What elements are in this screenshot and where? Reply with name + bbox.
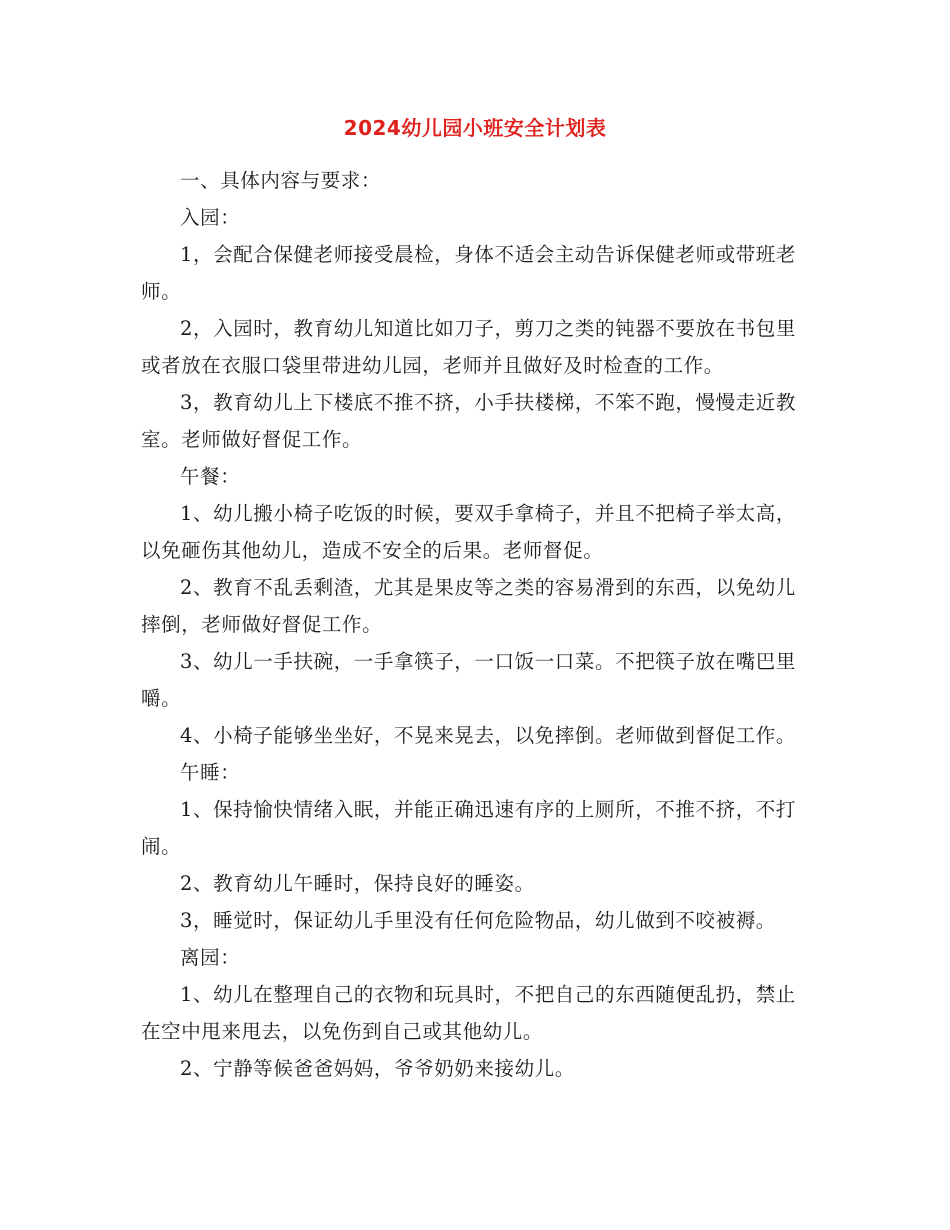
paragraph: 1、保持愉快情绪入眠，并能正确迅速有序的上厕所，不推不挤，不打闹。 bbox=[141, 798, 797, 858]
paragraph: 3，教育幼儿上下楼底不推不挤，小手扶楼梯，不笨不跑，慢慢走近教室。老师做好督促工作。 bbox=[141, 391, 797, 451]
section-heading-departure: 离园： bbox=[180, 946, 241, 969]
paragraph: 4、小椅子能够坐坐好，不晃来晃去，以免摔倒。老师做到督促工作。 bbox=[180, 724, 797, 747]
paragraph: 一、具体内容与要求： bbox=[180, 169, 382, 192]
section-heading-nap: 午睡： bbox=[180, 761, 241, 784]
paragraph: 1、幼儿在整理自己的衣物和玩具时，不把自己的东西随便乱扔，禁止在空中甩来甩去，以免伤到自己或其他幼儿。 bbox=[141, 983, 797, 1043]
paragraph: 2、教育幼儿午睡时，保持良好的睡姿。 bbox=[180, 872, 535, 895]
paragraph: 2、宁静等候爸爸妈妈，爷爷奶奶来接幼儿。 bbox=[180, 1057, 575, 1080]
section-heading-entry: 入园： bbox=[180, 206, 241, 229]
paragraph: 1、幼儿搬小椅子吃饭的时候，要双手拿椅子，并且不把椅子举太高，以免砸伤其他幼儿，造成不安全的后果。老师督促。 bbox=[141, 502, 797, 562]
paragraph: 3，睡觉时，保证幼儿手里没有任何危险物品，幼儿做到不咬被褥。 bbox=[180, 909, 776, 932]
document-body bbox=[141, 162, 809, 1087]
paragraph: 2，入园时，教育幼儿知道比如刀子，剪刀之类的钝器不要放在书包里或者放在衣服口袋里带进幼儿园，老师并且做好及时检查的工作。 bbox=[141, 317, 797, 377]
paragraph: 1，会配合保健老师接受晨检，身体不适会主动告诉保健老师或带班老师。 bbox=[141, 243, 797, 303]
paragraph: 2、教育不乱丢剩渣，尤其是果皮等之类的容易滑到的东西，以免幼儿摔倒，老师做好督促工作。 bbox=[141, 576, 797, 636]
paragraph: 3、幼儿一手扶碗，一手拿筷子，一口饭一口菜。不把筷子放在嘴巴里嚼。 bbox=[141, 650, 797, 710]
document-title: 2024幼儿园小班安全计划表 bbox=[343, 116, 607, 140]
section-heading-lunch: 午餐： bbox=[180, 465, 241, 488]
